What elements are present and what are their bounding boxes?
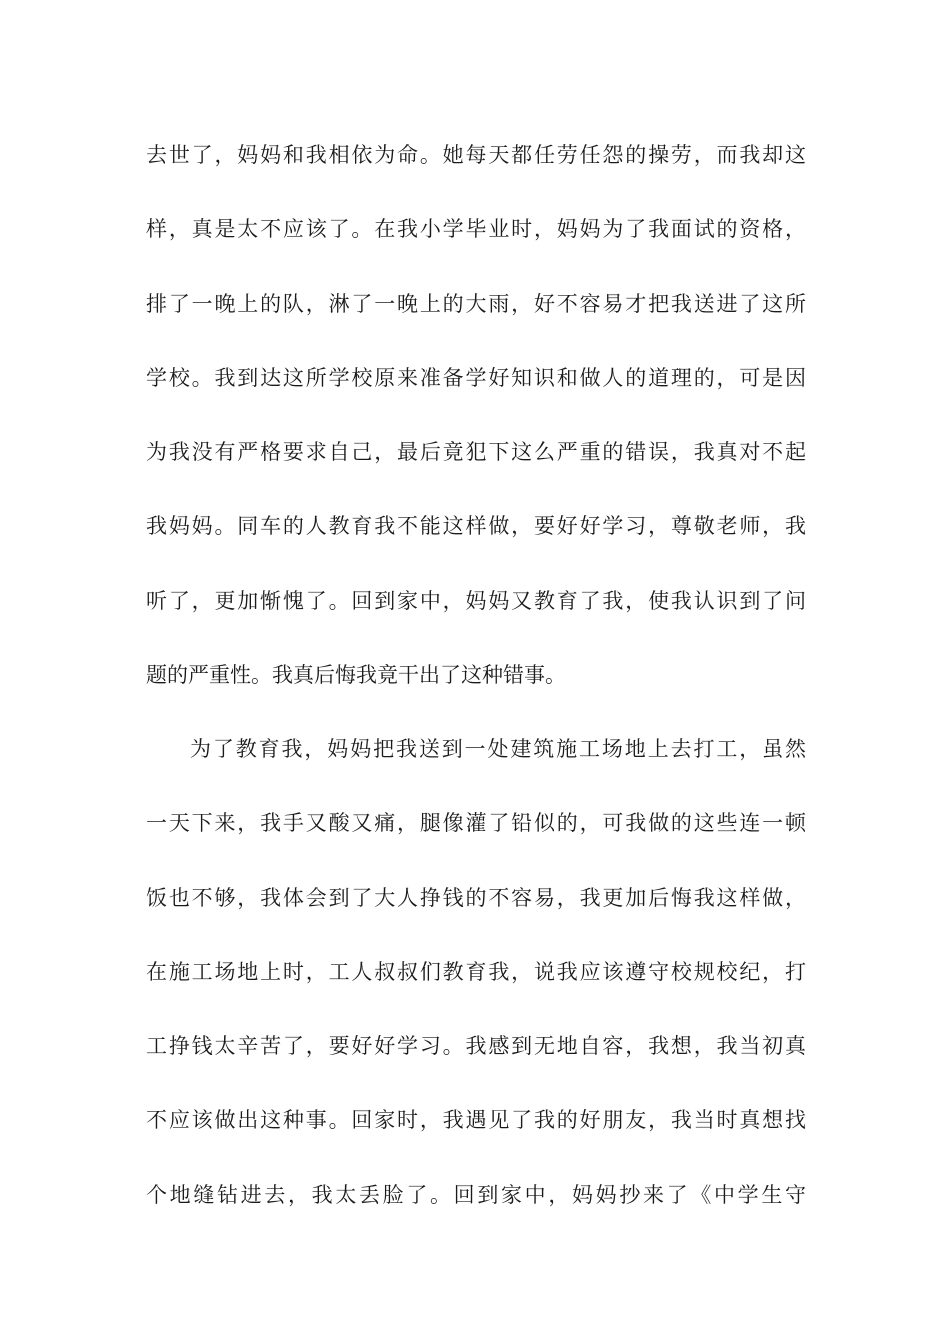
paragraph-2-line-7: 个地缝钻进去，我太丢脸了。回到家中，妈妈抄来了《中学生守: [146, 1183, 806, 1207]
paragraph-1-line-6: 我妈妈。同车的人教育我不能这样做，要好好学习，尊敬老师，我: [146, 514, 806, 538]
paragraph-2-line-5: 工挣钱太辛苦了，要好好学习。我感到无地自容，我想，我当初真: [146, 1034, 806, 1058]
paragraph-1-line-7: 听了，更加惭愧了。回到家中，妈妈又教育了我，使我认识到了问: [146, 589, 806, 613]
paragraph-1-line-2: 样，真是太不应该了。在我小学毕业时，妈妈为了我面试的资格，: [146, 217, 806, 241]
paragraph-1-line-8: 题的严重性。我真后悔我竟干出了这种错事。: [146, 663, 566, 687]
paragraph-1-line-5: 为我没有严格要求自己，最后竟犯下这么严重的错误，我真对不起: [146, 440, 806, 464]
paragraph-1-line-3: 排了一晚上的队，淋了一晚上的大雨，好不容易才把我送进了这所: [146, 292, 806, 316]
paragraph-2-line-3: 饭也不够，我体会到了大人挣钱的不容易，我更加后悔我这样做，: [146, 886, 806, 910]
paragraph-2-line-2: 一天下来，我手又酸又痛，腿像灌了铅似的，可我做的这些连一顿: [146, 811, 806, 835]
paragraph-1-line-4: 学校。我到达这所学校原来准备学好知识和做人的道理的，可是因: [146, 366, 806, 390]
paragraph-1-line-1: 去世了，妈妈和我相依为命。她每天都任劳任怨的操劳，而我却这: [146, 143, 806, 167]
paragraph-2-line-1: 为了教育我，妈妈把我送到一处建筑施工场地上去打工，虽然: [190, 737, 806, 761]
paragraph-2-line-6: 不应该做出这种事。回家时，我遇见了我的好朋友，我当时真想找: [146, 1108, 806, 1132]
paragraph-2-line-4: 在施工场地上时，工人叔叔们教育我，说我应该遵守校规校纪，打: [146, 960, 806, 984]
